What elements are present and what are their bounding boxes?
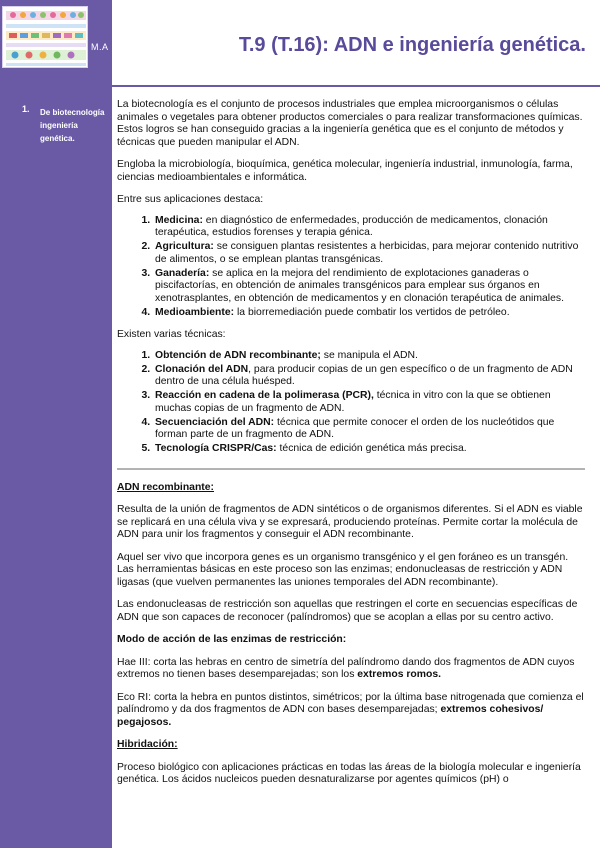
intro-paragraph-1: La biotecnología es el conjunto de procesos industriales que emplea microorganismos o células animales o vegetales para obtener productos comerciales o para realizar transformaciones químicas. Estos logros se han conseguido gracias a la ingeniería genética que es el conjunto de métodos y técnicas que pueden manipular el ADN. [117, 99, 583, 148]
section-heading-hybridization: Hibridación: [117, 739, 178, 750]
logo-caption: M.A [91, 42, 109, 52]
page-title: T.9 (T.16): ADN e ingeniería genética. [238, 34, 586, 56]
logo-image [2, 6, 88, 68]
sidebar [0, 86, 112, 848]
section-divider [117, 468, 585, 470]
list-item: 2. Clonación del ADN, para producir copias de un gen específico o de un fragmento de ADN dentro de una célula huésped. [153, 364, 585, 389]
main-content [117, 99, 585, 797]
sidebar-item-number: 1. [22, 104, 30, 114]
hae-paragraph: Hae III: corta las hebras en centro de simetría del palíndromo dando dos fragmentos de ADN cuyos extremos no tienen bases desemparejadas; son los extremos romos. [117, 656, 575, 680]
header-divider [112, 85, 600, 87]
subheading-restriction-enzymes: Modo de acción de las enzimas de restricción: [117, 634, 347, 645]
list-item: 1. Obtención de ADN recombinante; se manipula el ADN. [153, 350, 585, 363]
applications-list [153, 215, 585, 320]
list-item: 4. Medioambiente: la biorremediación puede combatir los vertidos de petróleo. [153, 307, 585, 320]
intro-paragraph-2: Engloba la microbiología, bioquímica, genética molecular, ingeniería industrial, inmunología, farma, ciencias medioambientales e informática. [117, 159, 573, 183]
techniques-intro: Existen varias técnicas: [117, 329, 226, 340]
hybridization-paragraph-1: Proceso biológico con aplicaciones prácticas en todas las áreas de la biología molecular e ingeniería genética. Los ácidos nucleicos pueden desnaturalizarse por agentes químicos (pH) o [117, 761, 581, 785]
list-item: 4. Secuenciación del ADN: técnica que permite conocer el orden de los nucleótidos que forman parte de un fragmento de ADN. [153, 417, 585, 442]
section-heading-recombinant: ADN recombinante: [117, 481, 214, 493]
logo-artwork [3, 7, 88, 68]
eco-paragraph: Eco RI: corta la hebra en puntos distintos, simétricos; por la última base nitrogenada que comienza el palíndromo y da dos fragmentos de ADN con bases desemparejadas; extremos cohesivos/ pegajosos. [117, 691, 584, 728]
list-item: 2. Agricultura: se consiguen plantas resistentes a herbicidas, para mejorar contenido nutritivo de alimentos, o se emplean plantas transgénicas. [153, 241, 585, 266]
list-item: 5. Tecnología CRISPR/Cas: técnica de edición genética más precisa. [153, 443, 585, 456]
list-item: 3. Ganadería: se aplica en la mejora del rendimiento de explotaciones ganaderas o piscifactorías, en obtención de animales transgénicos para emplear sus órganos en xenotrasplantes, en obtención de medicamentos y en clonación terapéutica de animales. [153, 268, 585, 306]
recombinant-paragraph-2: Aquel ser vivo que incorpora genes es un organismo transgénico y el gen foráneo es un transgén. Las herramientas básicas en este proceso son las enzimas; endonucleasas de restricción y ADN ligasas (que vuelven permanentes las uniones temporales del ADN recombinante). [117, 551, 569, 588]
header [112, 0, 600, 86]
applications-intro: Entre sus aplicaciones destaca: [117, 194, 264, 205]
header-left-band [0, 0, 112, 86]
techniques-list [153, 350, 585, 456]
recombinant-paragraph-1: Resulta de la unión de fragmentos de ADN sintéticos o de organismos diferentes. Si el ADN es viable se replicará en una célula viva y se expresará, produciendo proteínas. Permite cortar la molécula de ADN para unir los fragmentos y conseguir el ADN recombinante. [117, 504, 583, 540]
list-item: 1. Medicina: en diagnóstico de enfermedades, producción de medicamentos, clonación terapéutica, estudios forenses y terapia génica. [153, 215, 585, 240]
sidebar-item-label: De biotecnología ingeniería genética. [40, 108, 105, 143]
recombinant-paragraph-3: Las endonucleasas de restricción son aquellas que restringen el corte en secuencias específicas de ADN que son capaces de reconocer (palíndromos) que se acoplan a ellas por su centro activo. [117, 599, 578, 623]
list-item: 3. Reacción en cadena de la polimerasa (PCR), técnica in vitro con la que se obtienen muchas copias de un fragmento de ADN. [153, 390, 585, 415]
